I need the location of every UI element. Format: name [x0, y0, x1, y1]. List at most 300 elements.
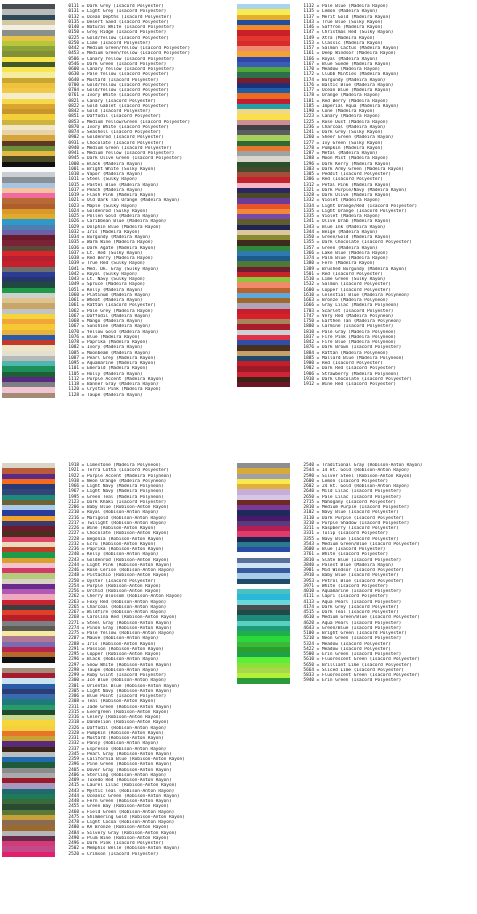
equals-sign: =	[81, 287, 85, 293]
thread-name: Dark Army Green (Madeira Rayon)	[322, 166, 404, 172]
thread-name: Espresso (Robison-Anton Rayon)	[87, 746, 167, 752]
equals-sign: =	[316, 114, 320, 120]
equals-sign: =	[81, 683, 85, 689]
equals-sign: =	[81, 678, 85, 684]
thread-name: Cone (Madeira Rayon)	[322, 109, 375, 114]
equals-sign: =	[81, 345, 85, 351]
equals-sign: =	[81, 266, 85, 272]
equals-sign: =	[316, 219, 320, 225]
equals-sign: =	[316, 536, 320, 542]
equals-sign: =	[316, 61, 320, 67]
thread-code: 2265	[68, 604, 79, 610]
thread-name: Ivory (Madeira Rayon)	[87, 345, 143, 351]
thread-name: Spruce (Madeira Rayon)	[87, 282, 146, 288]
thread-name: Rose Cerise (Robison-Anton Rayon)	[87, 568, 175, 573]
equals-sign: =	[81, 145, 85, 151]
thread-name: Petrol Blue (Isacord Polyester)	[322, 578, 404, 584]
thread-name: Medium Yellow (Isacord Polyester)	[87, 151, 175, 156]
equals-sign: =	[81, 557, 85, 563]
thread-name: Purple Shadow (Isacord Polyester)	[322, 520, 410, 526]
thread-code: 1334	[303, 203, 314, 209]
thread-code: 1026	[68, 219, 79, 225]
equals-sign: =	[81, 371, 85, 377]
equals-sign: =	[316, 229, 320, 235]
thread-code: 0630	[68, 72, 79, 78]
thread-name: Seashell (Isacord Polyester)	[87, 130, 162, 135]
equals-sign: =	[81, 793, 85, 799]
thread-name: Dark Chocolate (Isacord Polyester)	[322, 376, 412, 382]
thread-code: 1166	[303, 56, 314, 62]
thread-code: 1918	[68, 463, 79, 468]
equals-sign: =	[316, 636, 320, 642]
thread-code: 2602	[303, 484, 314, 489]
thread-code: 1343	[303, 224, 314, 230]
thread-code: 1800	[303, 324, 314, 330]
thread-name: Silvery Gray (Robison-Anton Rayon)	[87, 830, 177, 836]
equals-sign: =	[81, 751, 85, 757]
thread-code: 3600	[303, 547, 314, 552]
thread-name: Wheat (Madeira Rayon)	[87, 298, 143, 303]
equals-sign: =	[316, 261, 320, 267]
equals-sign: =	[81, 547, 85, 552]
equals-sign: =	[81, 757, 85, 762]
thread-code: 1021	[68, 198, 79, 204]
equals-sign: =	[81, 319, 85, 324]
thread-code: 3543	[303, 541, 314, 547]
equals-sign: =	[316, 562, 320, 568]
equals-sign: =	[81, 673, 85, 678]
thread-code: 0704	[68, 88, 79, 93]
equals-sign: =	[316, 345, 320, 351]
thread-name: Dark Teal (Isacord Polyester)	[322, 610, 399, 615]
equals-sign: =	[81, 489, 85, 495]
thread-name: Steel Gray (Robison-Anton Rayon)	[87, 620, 172, 626]
equals-sign: =	[81, 578, 85, 584]
thread-code: 1157	[303, 46, 314, 51]
equals-sign: =	[81, 536, 85, 542]
thread-name: Merit Gold (Madeira Rayon)	[322, 14, 391, 20]
thread-code: 2480	[68, 825, 79, 831]
equals-sign: =	[81, 809, 85, 815]
thread-code: 2267	[68, 610, 79, 615]
equals-sign: =	[81, 778, 85, 783]
equals-sign: =	[81, 568, 85, 573]
equals-sign: =	[316, 350, 320, 356]
thread-code: 2226	[68, 526, 79, 531]
thread-code: 1178	[303, 93, 314, 99]
thread-code: 1902	[303, 366, 314, 372]
equals-sign: =	[81, 61, 85, 67]
thread-name: Raspberry (Isacord Polyester)	[322, 526, 399, 531]
thread-code: 2443	[68, 788, 79, 794]
thread-name: Dark Khaki (Isacord Polyester)	[87, 499, 167, 505]
thread-name: Light Cocoa (Robison-Anton Rayon)	[87, 820, 175, 825]
thread-name: Medium Green/Blue (Isacord Polyester)	[322, 541, 420, 547]
equals-sign: =	[316, 187, 320, 193]
thread-name: Jade Green (Robison-Anton Rayon)	[87, 704, 172, 710]
thread-name: Ocean Depths (Isacord Polyester)	[87, 14, 172, 20]
thread-code: 1011	[68, 177, 79, 183]
thread-code: 0140	[68, 25, 79, 30]
equals-sign: =	[81, 599, 85, 605]
thread-name: Purple Accent (Madeira Rayon)	[87, 376, 164, 382]
equals-sign: =	[316, 520, 320, 526]
thread-name: Yellow Gold (Madeira Rayon)	[87, 329, 159, 335]
thread-code: 1900	[303, 361, 314, 366]
thread-name: Canary (Madeira Rayon)	[322, 114, 381, 120]
equals-sign: =	[316, 334, 320, 340]
thread-name: Pearl Grey (Madeira Rayon)	[87, 355, 156, 361]
equals-sign: =	[81, 841, 85, 846]
equals-sign: =	[81, 646, 85, 652]
thread-name: Dark Olive (Madeira Rayon)	[322, 193, 391, 198]
equals-sign: =	[316, 662, 320, 668]
thread-code: 1374	[303, 256, 314, 261]
equals-sign: =	[81, 271, 85, 277]
equals-sign: =	[81, 30, 85, 36]
thread-code: 0870	[68, 124, 79, 130]
thread-code: 0640	[68, 77, 79, 83]
equals-sign: =	[316, 489, 320, 495]
thread-code: 2650	[303, 494, 314, 500]
equals-sign: =	[316, 526, 320, 531]
thread-code: 1023	[68, 203, 79, 209]
thread-name: Baltic Blue (Madeira Rayon)	[322, 82, 394, 88]
thread-code: 2246	[68, 568, 79, 573]
thread-code: 5100	[303, 631, 314, 636]
thread-code: 1312	[303, 182, 314, 188]
thread-code: 1037	[68, 250, 79, 256]
thread-code: 1161	[303, 51, 314, 57]
thread-name: Dark Brown (Isacord Polyester)	[322, 345, 402, 351]
thread-code: 2478	[68, 820, 79, 825]
thread-name: Dark Pink (Isacord Polyester)	[87, 841, 164, 846]
thread-name: Gray Lilac (Madeira Polyneon)	[322, 303, 399, 309]
equals-sign: =	[81, 193, 85, 198]
thread-name: Ivory White (Isacord Polyester)	[87, 93, 169, 99]
equals-sign: =	[316, 193, 320, 198]
thread-code: 1019	[68, 193, 79, 198]
thread-code: 5610	[303, 657, 314, 663]
thread-code: 1610	[303, 292, 314, 298]
thread-name: Navy Blue (Isacord Polyester)	[322, 536, 399, 542]
thread-code: 1906	[303, 371, 314, 377]
thread-name: Mahogany (Isacord Polyester)	[322, 499, 397, 505]
thread-code: 0940	[68, 145, 79, 151]
thread-name: Platinum (Madeira Rayon)	[87, 292, 151, 298]
equals-sign: =	[316, 667, 320, 673]
equals-sign: =	[81, 161, 85, 167]
thread-name: Peach (Madeira Rayon)	[87, 187, 143, 193]
thread-code: 5422	[303, 646, 314, 652]
equals-sign: =	[316, 319, 320, 324]
equals-sign: =	[316, 240, 320, 246]
thread-code: 1095	[68, 361, 79, 366]
equals-sign: =	[316, 361, 320, 366]
thread-code: 1842	[303, 340, 314, 345]
thread-name: Passion (Robison-Anton Rayon)	[87, 646, 164, 652]
thread-code: 0250	[68, 40, 79, 46]
thread-name: Green (Madeira Rayon)	[322, 245, 378, 251]
thread-code: 2287	[68, 636, 79, 642]
equals-sign: =	[81, 820, 85, 825]
equals-sign: =	[81, 636, 85, 642]
equals-sign: =	[81, 725, 85, 731]
equals-sign: =	[316, 208, 320, 214]
thread-name: Classic (Madeira Rayon)	[322, 40, 383, 46]
thread-code: 2227	[68, 531, 79, 537]
equals-sign: =	[316, 678, 320, 684]
thread-row	[2, 852, 185, 857]
thread-name: Aquamarine (Isacord Polyester)	[322, 589, 402, 594]
equals-sign: =	[81, 526, 85, 531]
equals-sign: =	[81, 688, 85, 694]
equals-sign: =	[81, 103, 85, 109]
equals-sign: =	[81, 468, 85, 474]
thread-name: Pastel Blue (Madeira Rayon)	[87, 182, 159, 188]
thread-code: 1017	[68, 187, 79, 193]
thread-name: Pale Yellow (Robison-Anton Rayon)	[87, 631, 175, 636]
thread-code: 2240	[68, 552, 79, 558]
equals-sign: =	[81, 245, 85, 251]
equals-sign: =	[316, 371, 320, 377]
thread-name: Warm Wine (Madeira Rayon)	[87, 240, 154, 246]
thread-code: 3953	[303, 578, 314, 584]
thread-name: Salmon (Isacord Polyester)	[322, 282, 391, 288]
equals-sign: =	[81, 846, 85, 852]
thread-name: Pumpkin (Robison-Anton Rayon)	[87, 730, 164, 736]
thread-name: Silver Steel (Robison-Anton Rayon)	[322, 473, 412, 479]
thread-code: 1260	[303, 135, 314, 141]
thread-code: 3331	[303, 531, 314, 537]
thread-name: Oyster (Isacord Polyester)	[87, 578, 156, 584]
thread-name: Orange (Madeira Rayon)	[322, 93, 381, 99]
equals-sign: =	[81, 214, 85, 219]
equals-sign: =	[81, 177, 85, 183]
thread-name: Light Grey (Isacord Polyester)	[87, 9, 167, 15]
thread-code: 1663	[303, 298, 314, 303]
thread-name: Banner Gray (Madeira Rayon)	[87, 382, 159, 387]
thread-code: 2475	[68, 814, 79, 820]
thread-code: 1306	[303, 177, 314, 183]
thread-name: Copper (Isacord Polyester)	[322, 287, 391, 293]
thread-code: 1288	[303, 156, 314, 162]
thread-name: Charcoal (Madeira Rayon)	[322, 124, 386, 130]
thread-code: 0442	[68, 46, 79, 51]
thread-name: Mallard Blue (Madeira Polyneon)	[322, 355, 404, 361]
equals-sign: =	[81, 473, 85, 479]
thread-name: Tuxedo Red (Robison-Anton Rayon)	[87, 778, 172, 783]
equals-sign: =	[81, 14, 85, 20]
equals-sign: =	[81, 82, 85, 88]
thread-code: 1341	[303, 219, 314, 225]
equals-sign: =	[81, 804, 85, 810]
equals-sign: =	[316, 604, 320, 610]
equals-sign: =	[81, 303, 85, 309]
thread-name: Foxy Red (Robison-Anton Rayon)	[87, 599, 167, 605]
equals-sign: =	[81, 256, 85, 261]
thread-code: 0111	[68, 4, 79, 9]
thread-code: 3810	[303, 557, 314, 563]
thread-code: 0546	[68, 61, 79, 67]
equals-sign: =	[316, 620, 320, 626]
thread-name: Light Orange/Red (Isacord Polyester)	[322, 203, 418, 209]
equals-sign: =	[81, 172, 85, 177]
thread-name: Rattan (Isacord Polyester)	[87, 303, 156, 309]
equals-sign: =	[81, 72, 85, 78]
equals-sign: =	[316, 515, 320, 521]
equals-sign: =	[81, 9, 85, 15]
thread-code: 2288	[68, 641, 79, 647]
equals-sign: =	[316, 578, 320, 584]
thread-code: 1938	[68, 478, 79, 484]
thread-name: Ecru (Robison-Anton Rayon)	[87, 541, 156, 547]
equals-sign: =	[316, 82, 320, 88]
thread-code: 1146	[303, 25, 314, 30]
thread-name: Brilliant Lime (Isacord Polyester)	[322, 662, 412, 668]
thread-name: Neon Green (Isacord Polyester)	[322, 636, 402, 642]
thread-name: Dark Olive Green (Isacord Polyester)	[87, 156, 183, 162]
thread-name: Mild Lilac (Isacord Polyester)	[322, 489, 402, 495]
thread-name: Celestial Blue (Madeira Polyneon)	[322, 292, 410, 298]
swatch-column-1	[2, 4, 190, 398]
thread-code: 1225	[303, 119, 314, 125]
equals-sign: =	[316, 657, 320, 663]
thread-name: Very Red (Madeira Polyneon)	[322, 313, 394, 319]
equals-sign: =	[81, 135, 85, 141]
equals-sign: =	[316, 46, 320, 51]
thread-code: 1143	[303, 19, 314, 25]
thread-code: 2295	[68, 652, 79, 657]
equals-sign: =	[81, 484, 85, 489]
equals-sign: =	[81, 746, 85, 752]
thread-name: Mango (Madeira Rayon)	[87, 319, 143, 324]
thread-name: Dandelion (Robison-Anton Rayon)	[87, 720, 169, 726]
thread-code: 2268	[68, 615, 79, 621]
thread-name: Plum Wine (Robison-Anton Rayon)	[87, 835, 169, 841]
thread-name: Canary (Isacord Polyester)	[87, 98, 156, 104]
equals-sign: =	[316, 573, 320, 579]
equals-sign: =	[81, 40, 85, 46]
thread-code: 1132	[303, 4, 314, 9]
thread-name: Slate Blue (Isacord Polyester)	[322, 557, 402, 563]
thread-name: Lemon (Isacord Polyester)	[322, 478, 389, 484]
equals-sign: =	[316, 484, 320, 489]
thread-name: Crystal Pink (Madeira Rayon)	[87, 387, 162, 393]
equals-sign: =	[81, 361, 85, 366]
thread-name: Old Dark Tan Orange (Madeira Rayon)	[87, 198, 180, 204]
equals-sign: =	[81, 98, 85, 104]
thread-name: Light Navy (Madeira Polyneon)	[87, 484, 164, 489]
equals-sign: =	[316, 25, 320, 30]
equals-sign: =	[81, 520, 85, 526]
thread-name: Pale Grey (Madeira Rayon)	[87, 308, 154, 314]
equals-sign: =	[81, 767, 85, 773]
thread-code: 2715	[303, 499, 314, 505]
thread-name: Begonia (Robison-Anton Rayon)	[87, 536, 164, 542]
thread-name: Mustard (Robison-Anton Rayon)	[87, 736, 164, 741]
equals-sign: =	[316, 376, 320, 382]
thread-name: Blue Suede (Madeira Rayon)	[322, 61, 391, 67]
thread-name: Carmine (Isacord Polyester)	[322, 324, 394, 330]
thread-code: 1884	[303, 350, 314, 356]
thread-name: Emerald (Madeira Rayon)	[87, 366, 148, 372]
thread-name: Aquamarine (Madeira Rayon)	[87, 361, 156, 366]
thread-code: 2305	[68, 688, 79, 694]
thread-name: Field Green (Robison-Anton Rayon)	[87, 809, 175, 815]
thread-code: 0135	[68, 19, 79, 25]
thread-row	[237, 678, 422, 683]
equals-sign: =	[316, 177, 320, 183]
equals-sign: =	[316, 505, 320, 510]
equals-sign: =	[316, 292, 320, 298]
thread-code: 2332	[68, 741, 79, 747]
equals-sign: =	[81, 324, 85, 330]
thread-name: Light Pink (Robison-Anton Rayon)	[87, 562, 172, 568]
equals-sign: =	[316, 30, 320, 36]
thread-code: 1922	[68, 473, 79, 479]
thread-code: 1167	[303, 61, 314, 67]
equals-sign: =	[81, 119, 85, 125]
equals-sign: =	[81, 329, 85, 335]
thread-code: 2520	[68, 851, 79, 857]
thread-name: Light Orange (Isacord Polyester)	[322, 208, 407, 214]
equals-sign: =	[316, 478, 320, 484]
equals-sign: =	[316, 67, 320, 72]
thread-code: 2484	[68, 830, 79, 836]
thread-name: Kelly (Robison-Anton Rayon)	[87, 552, 159, 558]
thread-code: 2405	[68, 767, 79, 773]
thread-code: 4111	[303, 594, 314, 600]
thread-name: Chocolate (Isacord Polyester)	[87, 140, 164, 146]
thread-name: Navy Blue (Isacord Polyester)	[322, 510, 399, 516]
thread-name: Sterling (Robison-Anton Rayon)	[87, 772, 167, 778]
thread-name: Dolphin Blue (Madeira Rayon)	[87, 224, 162, 230]
thread-code: 0131	[68, 9, 79, 15]
thread-code: 2308	[68, 699, 79, 705]
equals-sign: =	[316, 161, 320, 167]
equals-sign: =	[81, 35, 85, 41]
equals-sign: =	[81, 156, 85, 162]
equals-sign: =	[316, 56, 320, 62]
equals-sign: =	[316, 646, 320, 652]
equals-sign: =	[316, 594, 320, 600]
thread-name: Natural White (Isacord Polyester)	[87, 25, 175, 30]
thread-name: Light Navy (Madeira Polyneon)	[87, 489, 164, 495]
thread-name: Daffodil (Robison-Anton Rayon)	[87, 725, 167, 731]
thread-name: Lemon (Madeira Rayon)	[322, 9, 378, 15]
equals-sign: =	[81, 830, 85, 836]
thread-code: 2448	[68, 799, 79, 804]
thread-name: Aqua Pearl (Isacord Polyester)	[322, 599, 402, 605]
thread-code: 2250	[68, 578, 79, 584]
thread-name: Goldenrod (Isacord Polyester)	[87, 135, 164, 141]
equals-sign: =	[81, 219, 85, 225]
thread-name: Taupe (Madeira Rayon)	[87, 392, 143, 398]
equals-sign: =	[316, 19, 320, 25]
equals-sign: =	[316, 109, 320, 114]
thread-name: Snow White (Robison-Anton Rayon)	[87, 662, 172, 668]
thread-code: 4010	[303, 589, 314, 594]
thread-name: Blue (Madeira Rayon)	[87, 334, 140, 340]
equals-sign: =	[81, 282, 85, 288]
thread-name: Pumpkin (Madeira Rayon)	[322, 145, 383, 151]
equals-sign: =	[316, 610, 320, 615]
thread-code: 1350	[303, 235, 314, 240]
thread-code: 1810	[303, 329, 314, 335]
equals-sign: =	[81, 77, 85, 83]
thread-name: Baby Blue (Isacord Polyester)	[322, 573, 399, 579]
